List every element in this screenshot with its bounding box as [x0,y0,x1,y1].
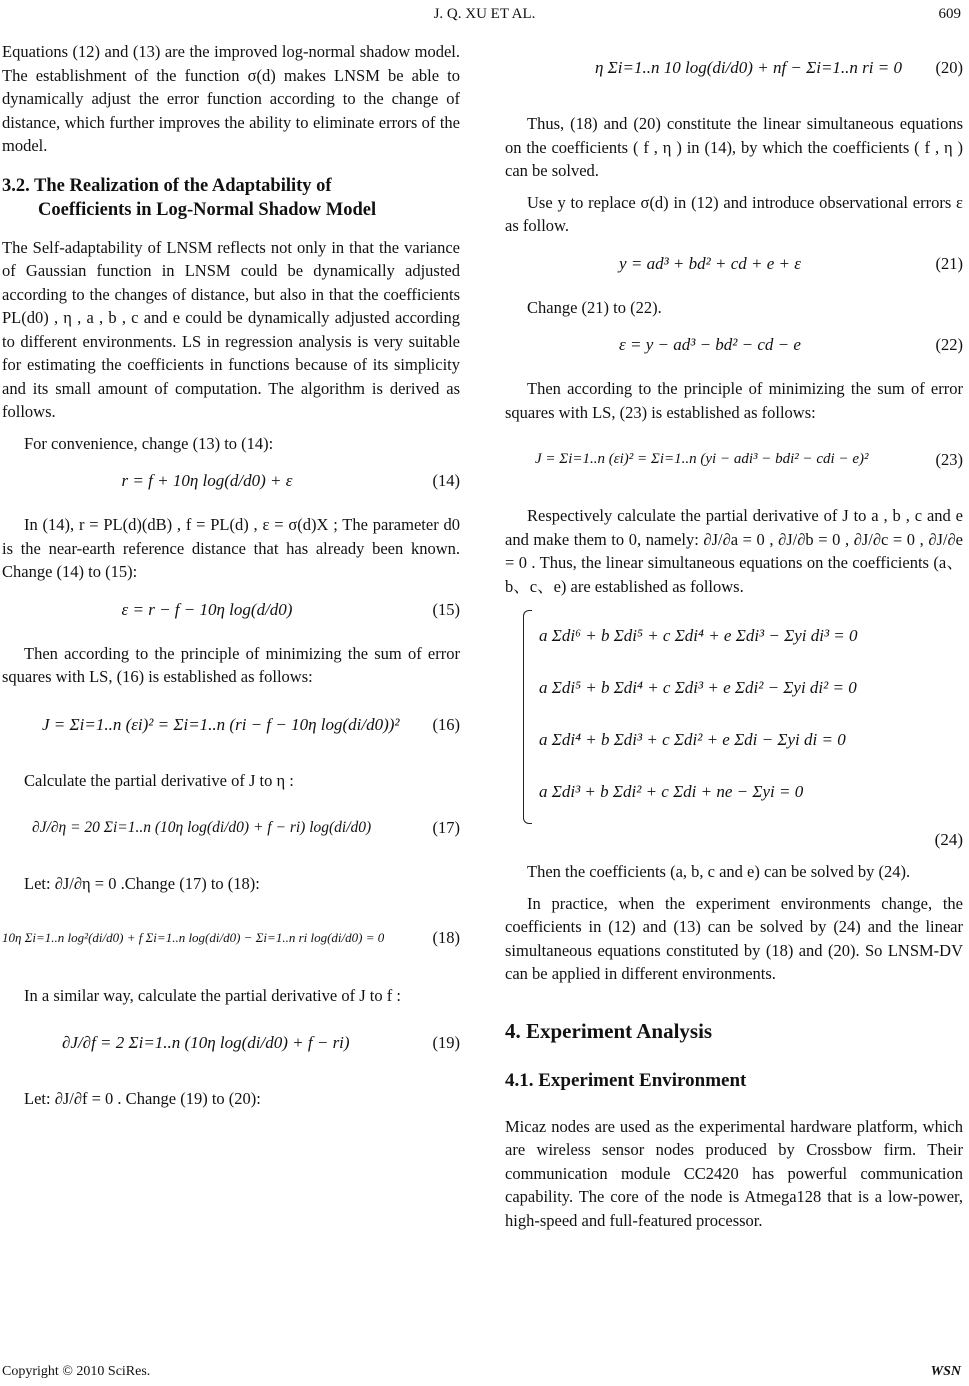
equation-15 [2,592,460,632]
paragraph: Micaz nodes are used as the experimental hardware platform, which are wireless sensor nodes produced by Crossbow firm. Their communication module CC2420 has powerful communication capability. The core of the node is Atmega128 that is a low-power, high-speed and full-featured processor. [505,1116,963,1230]
equation-system-24 [505,606,963,849]
equation-body: J = Σi=1..n (εi)² = Σi=1..n (ri − f − 10η log(di/d0))² [42,714,400,734]
right-column [505,40,963,1240]
equation-body: ε = y − ad³ − bd² − cd − e [619,335,801,354]
equation-number: (19) [432,1033,460,1052]
paragraph: Let: ∂J/∂η = 0 .Change (17) to (18): [24,874,260,893]
equation-body: J = Σi=1..n (εi)² = Σi=1..n (yi − adi³ − bdi² − cdi − e)² [535,451,869,467]
equation-number: (15) [432,599,460,619]
section-heading-line: 3.2. The Realization of the Adaptability of [2,175,332,196]
equation-16 [2,697,460,759]
equation-number: (16) [432,714,460,734]
paragraph: Then according to the principle of minimizing the sum of error squares with LS, (23) is established as follows: [505,379,963,422]
paragraph: In (14), r = PL(d)(dB) , f = PL(d) , ε = σ(d)X ; The parameter d0 is the near-earth reference distance that has already been known. Change (14) to (15): [2,515,460,581]
equation-number: (18) [432,927,460,947]
paragraph: In practice, when the experiment environments change, the coefficients in (12) and (13) can be solved by (24) and the linear simultaneous equations constituted by (18) and (20). So LNSM-DV can be applied in different environments. [505,893,963,983]
equation-body: ε = r − f − 10η log(d/d0) [121,599,293,619]
system-line: a Σdi⁶ + b Σdi⁵ + c Σdi⁴ + e Σdi³ − Σyi di³ = 0 [539,626,858,645]
equation-23 [505,432,963,494]
equation-21 [505,246,963,286]
equation-body: ∂J/∂f = 2 Σi=1..n (10η log(di/d0) + f − ri) [62,1033,350,1052]
equation-number: (23) [935,450,963,469]
equation-body: ∂J/∂η = 20 Σi=1..n (10η log(di/d0) + f − ri) log(di/d0) [32,819,372,836]
equation-body: η Σi=1..n 10 log(di/d0) + nf − Σi=1..n ri = 0 [595,58,902,77]
paragraph: Then according to the principle of minimizing the sum of error squares with LS, (16) is established as follows: [2,643,460,686]
equation-body: y = ad³ + bd² + cd + e + ε [619,253,801,273]
paragraph: Respectively calculate the partial derivative of J to a , b , c and e and make them to 0, namely: ∂J/∂a = 0 , ∂J/∂b = 0 , ∂J/∂c = 0 , ∂J/∂e = 0 . Thus, the linear simultaneous equations on the coefficients (a、b、c、e) are established as follows. [505,506,963,596]
section-heading: 4. Experiment Analysis [505,1018,713,1043]
equation-18 [2,904,460,974]
equation-20 [505,40,963,102]
equation-number: (14) [432,471,460,490]
system-line: a Σdi⁵ + b Σdi⁴ + c Σdi³ + e Σdi² − Σyi di² = 0 [539,678,857,697]
paragraph: Let: ∂J/∂f = 0 . Change (19) to (20): [24,1089,261,1108]
equation-number: (22) [935,335,963,354]
paragraph: Change (21) to (22). [527,297,662,317]
subsection-heading: 4.1. Experiment Environment [505,1070,747,1091]
equation-14 [2,463,460,503]
equation-body: r = f + 10η log(d/d0) + ε [121,471,293,490]
section-heading [2,174,460,222]
system-line: a Σdi⁴ + b Σdi³ + c Σdi² + e Σdi − Σyi di = 0 [539,730,846,749]
equation-number: (17) [432,818,460,837]
paragraph: Calculate the partial derivative of J to η : [24,770,294,790]
left-column [2,40,460,1119]
equation-number: (20) [935,58,963,77]
equation-19 [2,1015,460,1077]
journal-footer: WSN [930,1364,961,1379]
paragraph: For convenience, change (13) to (14): [24,433,274,453]
system-line: a Σdi³ + b Σdi² + c Σdi + ne − Σyi = 0 [539,782,804,801]
equation-17 [2,800,460,862]
paragraph: In a similar way, calculate the partial derivative of J to f : [24,985,401,1005]
section-heading-line: Coefficients in Log-Normal Shadow Model [38,199,377,220]
equation-number: (24) [934,830,963,849]
page-number: 609 [938,6,961,22]
left-brace [523,610,532,824]
paragraph: Equations (12) and (13) are the improved log-normal shadow model. The establishment of the function σ(d) makes LNSM be able to dynamically adjust the error function according to the change of distance, which further improves the ability to eliminate errors of the model. [2,42,460,155]
copyright-footer: Copyright © 2010 SciRes. [2,1364,151,1379]
equation-number: (21) [935,253,963,273]
running-header: J. Q. XU ET AL. [433,6,536,22]
equation-body: 10η Σi=1..n log²(di/d0) + f Σi=1..n log(di/d0) − Σi=1..n ri log(di/d0) = 0 [2,929,385,945]
paragraph: Then the coefficients (a, b, c and e) can be solved by (24). [527,862,911,881]
equation-22 [505,327,963,367]
paragraph: The Self-adaptability of LNSM reflects not only in that the variance of Gaussian function in LNSM could be dynamically adjusted according to the changes of distance, but also in that the coefficients PL(d0) , η , a , b , c and e could be dynamically adjusted according to different environments. LS in regression analysis is very suitable for estimating the coefficients in functions because of its simplicity and its small amount of computation. The algorithm is derived as follows. [2,237,460,421]
paragraph: Thus, (18) and (20) constitute the linear simultaneous equations on the coefficients ( f , η ) in (14), by which the coefficients ( f , η ) can be solved. [505,114,963,180]
paragraph: Use y to replace σ(d) in (12) and introduce observational errors ε as follow. [505,192,963,235]
